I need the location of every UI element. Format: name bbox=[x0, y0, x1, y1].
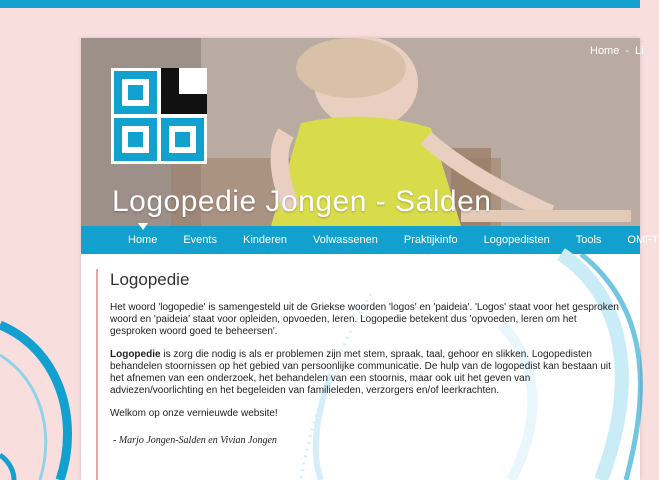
page-container bbox=[81, 38, 659, 480]
nav-item-events[interactable]: Events bbox=[183, 234, 217, 246]
content-text bbox=[110, 270, 620, 446]
header-banner bbox=[81, 38, 644, 226]
description-bold-term: Logopedie bbox=[110, 349, 161, 360]
nav-item-volwassenen[interactable]: Volwassenen bbox=[313, 234, 378, 246]
top-links bbox=[590, 45, 644, 57]
welcome-paragraph: Welkom op onze vernieuwde website! bbox=[110, 408, 278, 419]
nav-item-omft[interactable]: OMFT bbox=[627, 234, 659, 246]
main-content bbox=[81, 254, 640, 480]
page-heading: Logopedie bbox=[110, 270, 190, 289]
signature: - Marjo Jongen-Salden en Vivian Jongen bbox=[113, 435, 277, 446]
nav-item-tools[interactable]: Tools bbox=[575, 234, 602, 246]
description-paragraph bbox=[110, 349, 620, 397]
content-left-rule bbox=[96, 269, 98, 480]
top-link-separator: - bbox=[625, 45, 630, 57]
description-text: is zorg die nodig is als er problemen zijn met stem, spraak, taal, gehoor en slikken. Logopedisten behandelen stoornissen op het gebied van persoonlijke communicatie. De hulp van de logopedist kan bestaan uit het afnemen van een onderzoek, het behandelen van een stoornis, maar ook uit het geven van adviezen/voorlichting en het begeleiden van familieleden, verzorgers en/of leerkrachten. bbox=[110, 349, 611, 396]
top-link-home[interactable]: Home bbox=[590, 45, 620, 57]
nav-item-logopedisten[interactable]: Logopedisten bbox=[483, 234, 550, 246]
intro-paragraph: Het woord 'logopedie' is samengesteld uit de Griekse woorden 'logos' en 'paideia'. 'Logos' staat voor het gesproken woord en 'paideia' staat voor opleiden, opvoeden, leren. Logopedie betekent dus 'opvoeden, leren om het gesproken woord goed te beheersen'. bbox=[110, 302, 619, 337]
nav-item-kinderen[interactable]: Kinderen bbox=[242, 234, 288, 246]
main-navigation bbox=[81, 226, 659, 254]
nav-item-home[interactable]: Home bbox=[128, 234, 158, 246]
nav-item-praktijkinfo[interactable]: Praktijkinfo bbox=[403, 234, 458, 246]
site-title: Logopedie Jongen - Salden bbox=[112, 185, 492, 218]
site-logo[interactable] bbox=[111, 68, 207, 164]
top-link-second[interactable]: Li bbox=[635, 45, 644, 57]
